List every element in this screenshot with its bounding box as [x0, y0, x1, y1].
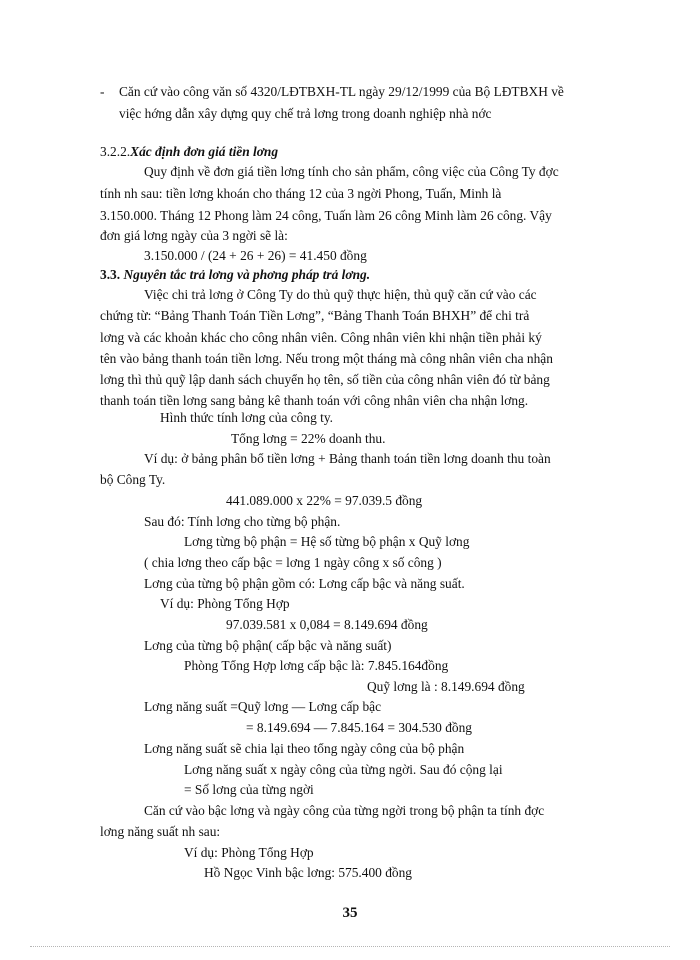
- section-33-line: Ví dụ: Phòng Tổng Hợp: [160, 596, 290, 611]
- section-33-heading: [100, 267, 370, 283]
- section-322-heading: [100, 144, 278, 160]
- section-33-formula: 441.089.000 x 22% = 97.039.5 đồng: [226, 493, 423, 508]
- bullet-line-1: Căn cứ vào công văn số 4320/LĐTBXH-TL ngày 29/12/1999 của Bộ LĐTBXH về: [119, 84, 564, 99]
- section-33-line: Ví dụ: Phòng Tổng Hợp: [184, 845, 314, 860]
- section-33-line: ( chia lơng theo cấp bậc = lơng 1 ngày công x số công ): [144, 555, 442, 570]
- section-322-line: đơn giá lơng ngày của 3 ngời sẽ là:: [100, 228, 288, 243]
- section-33-line: Ví dụ: ở bảng phân bổ tiền lơng + Bảng thanh toán tiền lơng doanh thu toàn: [144, 451, 551, 466]
- section-33-line: Việc chi trả lơng ở Công Ty do thủ quỹ thực hiện, thủ quỹ căn cứ vào các: [144, 287, 537, 302]
- section-33-formula: Lơng từng bộ phận = Hệ số từng bộ phận x Quỹ lơng: [184, 534, 470, 549]
- section-33-formula: Lơng năng suất =Quỹ lơng — Lơng cấp bậc: [144, 699, 382, 714]
- section-33-number: 3.3.: [100, 267, 121, 282]
- section-33-line: bộ Công Ty.: [100, 472, 166, 487]
- section-33-line: Hồ Ngọc Vinh bậc lơng: 575.400 đồng: [204, 865, 412, 880]
- section-33-line: Sau đó: Tính lơng cho từng bộ phận.: [144, 514, 341, 529]
- section-33-formula: = 8.149.694 — 7.845.164 = 304.530 đồng: [246, 720, 473, 735]
- section-33-line: Căn cứ vào bậc lơng và ngày công của từng ngời trong bộ phận ta tính đợc: [144, 803, 545, 818]
- section-33-line: lơng thì thủ quỹ lập danh sách chuyển họ tên, số tiền của công nhân viên đó từ bảng: [100, 372, 550, 387]
- section-33-line: thanh toán tiền lơng sang bảng kê thanh toán với công nhân viên cha nhận lơng.: [100, 393, 529, 408]
- section-33-line: chứng từ: “Bảng Thanh Toán Tiền Lơng”, “Bảng Thanh Toán BHXH” để chi trả: [100, 308, 530, 323]
- section-33-line: Quỹ lơng là : 8.149.694 đồng: [367, 679, 525, 694]
- section-322-title: Xác định đơn giá tiền lơng: [130, 144, 279, 159]
- section-322-line: Quy định về đơn giá tiền lơng tính cho sản phẩm, công việc của Công Ty đợc: [144, 164, 559, 179]
- section-33-line: = Số lơng của từng ngời: [184, 782, 314, 797]
- section-322-line: 3.150.000. Tháng 12 Phong làm 24 công, Tuấn làm 26 công Minh làm 26 công. Vậy: [100, 208, 552, 223]
- section-33-line: Lơng của từng bộ phận( cấp bậc và năng suất): [144, 638, 392, 653]
- section-322-number: 3.2.2.: [100, 144, 131, 159]
- section-33-line: Lơng của từng bộ phận gồm có: Lơng cấp bậc và năng suất.: [144, 576, 465, 591]
- page-footer-divider: [30, 946, 670, 947]
- section-322-formula: 3.150.000 / (24 + 26 + 26) = 41.450 đồng: [144, 248, 367, 263]
- section-33-line: Hình thức tính lơng của công ty.: [160, 410, 334, 425]
- bullet-marker: -: [100, 84, 105, 99]
- section-322-line: tính nh sau: tiền lơng khoán cho tháng 12 của 3 ngời Phong, Tuấn, Minh là: [100, 186, 502, 201]
- section-33-line: tên vào bảng thanh toán tiền lơng. Nếu trong một tháng mà công nhân viên cha nhận: [100, 351, 553, 366]
- bullet-line-2: việc hớng dẫn xây dựng quy chế trả lơng trong doanh nghiệp nhà nớc: [119, 106, 492, 121]
- section-33-line: Lơng năng suất sẽ chia lại theo tổng ngày công của bộ phận: [144, 741, 465, 756]
- section-33-formula: 97.039.581 x 0,084 = 8.149.694 đồng: [226, 617, 428, 632]
- section-33-title: Nguyên tắc trả lơng và phơng pháp trả lơng.: [123, 267, 371, 282]
- section-33-formula: Tổng lơng = 22% doanh thu.: [231, 431, 386, 446]
- section-33-line: lơng và các khoản khác cho công nhân viên. Công nhân viên khi nhận tiền phải ký: [100, 330, 542, 345]
- section-33-line: lơng năng suất nh sau:: [100, 824, 221, 839]
- page-number: 35: [342, 905, 358, 921]
- section-33-line: Lơng năng suất x ngày công của từng ngời. Sau đó cộng lại: [184, 762, 503, 777]
- section-33-line: Phòng Tổng Hợp lơng cấp bậc là: 7.845.164đồng: [184, 658, 449, 673]
